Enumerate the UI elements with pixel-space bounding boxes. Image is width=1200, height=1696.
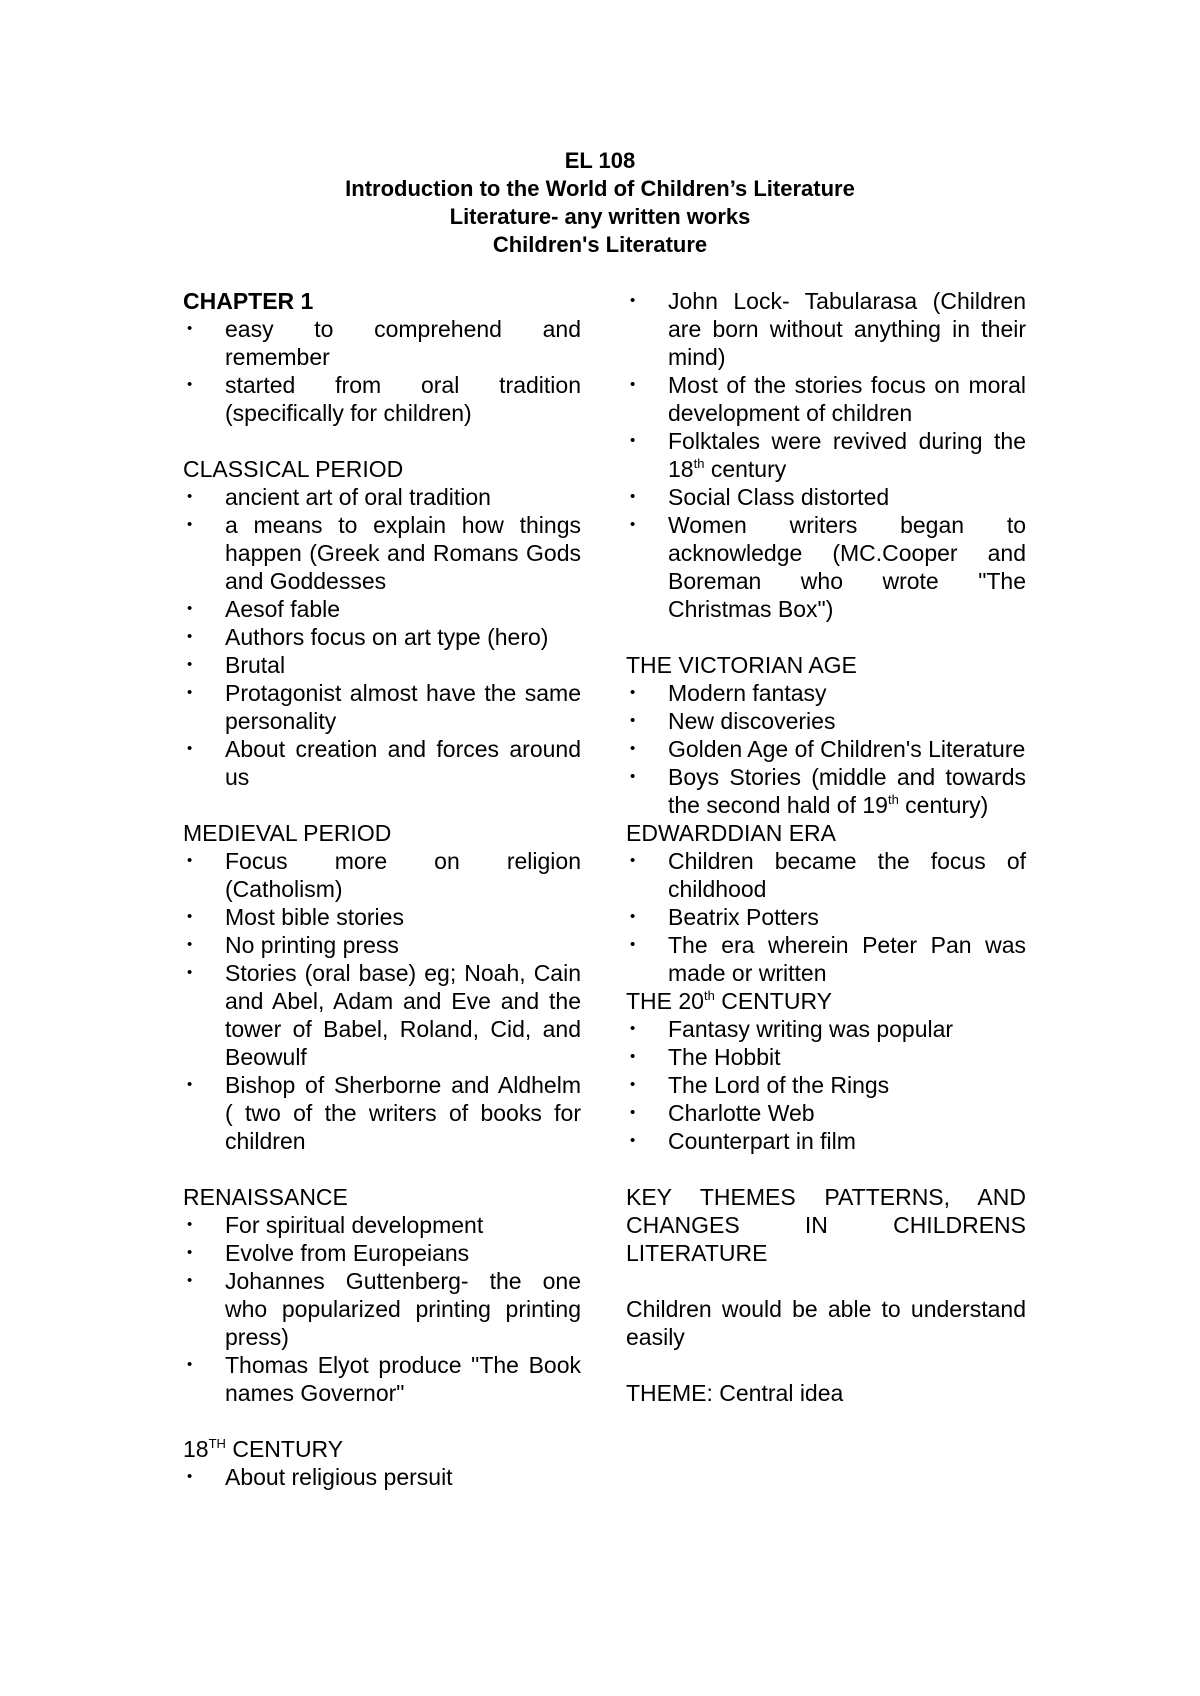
- list-item: • The Lord of the Rings: [626, 1071, 1026, 1099]
- list-item: • Protagonist almost have the same personality: [183, 679, 581, 735]
- list-item: • Beatrix Potters: [626, 903, 1026, 931]
- list-item: • Authors focus on art type (hero): [183, 623, 581, 651]
- document-title: Introduction to the World of Children’s Literature: [345, 176, 855, 201]
- list-item: • No printing press: [183, 931, 581, 959]
- literature-definition: Literature- any written works: [449, 204, 751, 229]
- list-item: • Charlotte Web: [626, 1099, 1026, 1127]
- list-item: • Brutal: [183, 651, 581, 679]
- list-item: • Johannes Guttenberg- the one who popularized printing printing press): [183, 1267, 581, 1351]
- victorian-age-heading: THE VICTORIAN AGE: [626, 652, 857, 678]
- list-item: • Stories (oral base) eg; Noah, Cain and Abel, Adam and Eve and the tower of Babel, Roland, Cid, and Beowulf: [183, 959, 581, 1071]
- left-column: [183, 287, 581, 1491]
- list-item: • started from oral tradition (specifically for children): [183, 371, 581, 427]
- chapter-heading: CHAPTER 1: [183, 288, 314, 314]
- list-item: • Women writers began to acknowledge (MC.Cooper and Boreman who wrote "The Christmas Box"): [626, 511, 1026, 623]
- list-item: • Focus more on religion (Catholism): [183, 847, 581, 903]
- medieval-period-list: [183, 847, 581, 1155]
- course-code: EL 108: [564, 148, 636, 173]
- list-item: • The era wherein Peter Pan was made or written: [626, 931, 1026, 987]
- right-column: [626, 287, 1026, 1407]
- renaissance-list: [183, 1211, 581, 1407]
- list-item: • Folktales were revived during the 18th century: [626, 427, 1026, 483]
- 18th-century-continued-list: [626, 287, 1026, 623]
- list-item: • About creation and forces around us: [183, 735, 581, 791]
- edwardian-era-list: [626, 847, 1026, 987]
- chapter1-list: [183, 315, 581, 427]
- list-item: • Social Class distorted: [626, 483, 1026, 511]
- list-item: • Aesof fable: [183, 595, 581, 623]
- list-item: • Fantasy writing was popular: [626, 1015, 1026, 1043]
- theme-definition: THEME: Central idea: [626, 1380, 844, 1406]
- list-item: • ancient art of oral tradition: [183, 483, 581, 511]
- list-item: • Bishop of Sherborne and Aldhelm ( two of the writers of books for children: [183, 1071, 581, 1155]
- 20th-century-list: [626, 1015, 1026, 1155]
- list-item: • John Lock- Tabularasa (Children are born without anything in their mind): [626, 287, 1026, 371]
- 20th-century-heading: THE 20th CENTURY: [626, 988, 832, 1014]
- edwardian-era-heading: EDWARDDIAN ERA: [626, 820, 836, 846]
- list-item: • easy to comprehend and remember: [183, 315, 581, 371]
- document-header: [0, 147, 1200, 259]
- list-item: • Boys Stories (middle and towards the second hald of 19th century): [626, 763, 1026, 819]
- classical-period-list: [183, 483, 581, 791]
- victorian-age-list: [626, 679, 1026, 819]
- 18th-century-list: [183, 1463, 581, 1491]
- subject-title: Children's Literature: [492, 232, 708, 257]
- list-item: • Children became the focus of childhood: [626, 847, 1026, 903]
- list-item: • Most of the stories focus on moral development of children: [626, 371, 1026, 427]
- renaissance-heading: RENAISSANCE: [183, 1184, 348, 1210]
- list-item: • a means to explain how things happen (Greek and Romans Gods and Goddesses: [183, 511, 581, 595]
- list-item: • Thomas Elyot produce "The Book names Governor": [183, 1351, 581, 1407]
- medieval-period-heading: MEDIEVAL PERIOD: [183, 820, 392, 846]
- list-item: • Evolve from Europeians: [183, 1239, 581, 1267]
- classical-period-heading: CLASSICAL PERIOD: [183, 456, 404, 482]
- list-item: • Golden Age of Children's Literature: [626, 735, 1026, 763]
- list-item: • Modern fantasy: [626, 679, 1026, 707]
- list-item: • New discoveries: [626, 707, 1026, 735]
- list-item: • Most bible stories: [183, 903, 581, 931]
- list-item: • For spiritual development: [183, 1211, 581, 1239]
- key-themes-text: Children would be able to understand easily: [626, 1296, 1026, 1350]
- list-item: • The Hobbit: [626, 1043, 1026, 1071]
- 18th-century-heading: 18TH CENTURY: [183, 1436, 344, 1462]
- list-item: • About religious persuit: [183, 1463, 581, 1491]
- list-item: • Counterpart in film: [626, 1127, 1026, 1155]
- key-themes-heading: KEY THEMES PATTERNS, AND CHANGES IN CHILDRENS LITERATURE: [626, 1184, 1026, 1266]
